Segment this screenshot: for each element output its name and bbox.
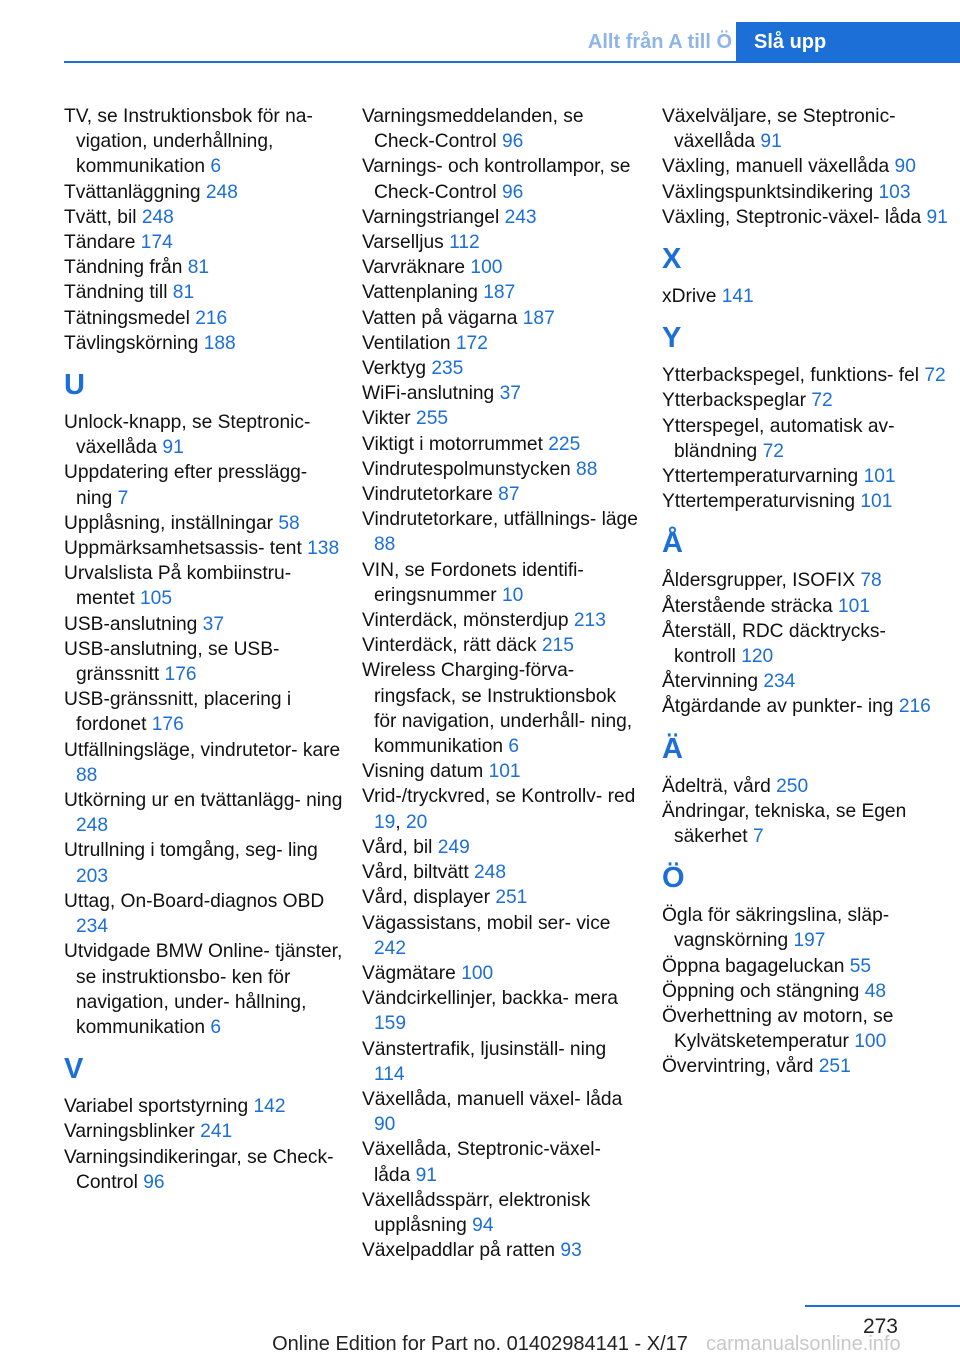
- index-entry: [662, 464, 952, 489]
- index-entry: [662, 954, 952, 979]
- index-term: Vinterdäck, rätt däck: [362, 635, 542, 657]
- index-entry: [64, 104, 344, 180]
- index-term: Vård, displayer: [362, 887, 496, 909]
- page-link[interactable]: 215: [541, 635, 574, 657]
- page-link[interactable]: 19: [374, 811, 396, 833]
- page-link[interactable]: 100: [854, 1031, 887, 1053]
- index-entry: [362, 835, 638, 860]
- index-entry: [662, 180, 952, 205]
- index-term: Växlingspunktsindikering: [662, 181, 879, 203]
- page-link[interactable]: 250: [776, 775, 809, 797]
- index-entry: [362, 381, 638, 406]
- index-term: Utfällningsläge, vindrutetor- kare: [64, 739, 341, 761]
- index-entry: [362, 306, 638, 331]
- index-term: Varvräknare: [362, 257, 471, 279]
- page-link[interactable]: 159: [374, 1013, 407, 1035]
- page-link[interactable]: 88: [374, 534, 396, 556]
- index-term: Vrid-/tryckvred, se Kontrollv- red: [362, 786, 636, 808]
- page-link[interactable]: 142: [253, 1096, 286, 1118]
- page-link[interactable]: 96: [143, 1171, 165, 1193]
- index-term: Viktigt i motorrummet: [362, 433, 549, 455]
- page-link[interactable]: 249: [437, 836, 470, 858]
- page-link[interactable]: 87: [498, 484, 520, 506]
- index-term: Växelväljare, se Steptronic- växellåda: [662, 106, 896, 153]
- page-link[interactable]: 88: [576, 458, 598, 480]
- index-entry: [362, 280, 638, 305]
- page-link[interactable]: 101: [488, 761, 521, 783]
- page-link[interactable]: 81: [172, 282, 195, 304]
- index-entry: [362, 205, 638, 230]
- page-link[interactable]: 176: [164, 664, 197, 686]
- page-link[interactable]: 255: [416, 408, 449, 430]
- index-term: Ytterspegel, automatisk av- bländning: [662, 415, 895, 462]
- index-term: Utrullning i tomgång, seg- ling: [64, 840, 318, 862]
- index-term: Vatten på vägarna: [362, 307, 523, 329]
- page-link[interactable]: 101: [837, 595, 870, 617]
- index-column-2: [362, 104, 638, 1263]
- index-term: Återstående sträcka: [662, 595, 838, 617]
- page-link[interactable]: 197: [793, 930, 826, 952]
- index-entry: [64, 1119, 344, 1144]
- index-entry: [362, 230, 638, 255]
- index-term: Ändringar, tekniska, se Egen säkerhet: [662, 800, 907, 848]
- page-number: 273: [862, 1315, 898, 1338]
- index-entry: [64, 637, 344, 687]
- page-link[interactable]: 96: [501, 181, 524, 203]
- page-link[interactable]: 81: [187, 257, 210, 279]
- index-entry: [362, 507, 638, 557]
- index-term: Växellådsspärr, elektronisk upplåsning: [362, 1189, 591, 1236]
- page-link[interactable]: 213: [573, 610, 606, 632]
- index-entry: [362, 633, 638, 658]
- index-term: Variabel sportstyrning: [64, 1096, 254, 1118]
- page-link[interactable]: 101: [860, 491, 893, 513]
- index-term: Öppning och stängning: [662, 980, 865, 1002]
- page-link[interactable]: 174: [140, 232, 173, 254]
- index-entry: [362, 331, 638, 356]
- index-term: Varningsblinker: [64, 1121, 201, 1143]
- index-term: Ädelträ, vård: [662, 775, 777, 797]
- page-link[interactable]: 248: [76, 815, 109, 837]
- index-term: Ventilation: [362, 332, 456, 354]
- index-entry: [362, 356, 638, 381]
- index-entry: [362, 457, 638, 482]
- index-term: Unlock-knapp, se Steptronic- växellåda: [64, 412, 311, 459]
- index-entry: [64, 788, 344, 838]
- index-entry: [362, 154, 638, 204]
- index-entry: [64, 280, 344, 305]
- index-entry: [662, 154, 952, 179]
- index-entry: [662, 669, 952, 694]
- index-entry: [662, 979, 952, 1004]
- index-term: Varningsmeddelanden, se Check-Control: [362, 106, 584, 153]
- index-entry: [64, 460, 344, 510]
- page-link[interactable]: 37: [499, 383, 521, 405]
- page-link[interactable]: 101: [863, 466, 896, 488]
- index-entry: [662, 594, 952, 619]
- index-term: Tätningsmedel: [64, 307, 196, 329]
- index-term: Övervintring, vård: [662, 1056, 819, 1078]
- index-term: TV, se Instruktionsbok för na- vigation, underhållning, kommunikation: [64, 106, 313, 178]
- page-link[interactable]: 94: [472, 1214, 494, 1236]
- page-link[interactable]: 48: [864, 980, 887, 1002]
- index-entry: [362, 432, 638, 457]
- page-link[interactable]: 91: [760, 131, 782, 153]
- index-term: Växellåda, manuell växel- låda: [362, 1088, 623, 1110]
- index-term: Åtgärdande av punkter- ing: [662, 696, 899, 718]
- index-entry: [362, 608, 638, 633]
- index-entry: [64, 1145, 344, 1195]
- index-entry: [662, 694, 952, 719]
- index-term: Vägmätare: [362, 962, 462, 984]
- index-column-1: [64, 104, 344, 1195]
- index-entry: [362, 1137, 638, 1187]
- page-link[interactable]: 242: [374, 937, 407, 959]
- index-entry: [362, 406, 638, 431]
- page-link[interactable]: 91: [415, 1164, 437, 1186]
- page-link[interactable]: 225: [548, 433, 581, 455]
- index-term: Tvätt, bil: [64, 206, 142, 228]
- index-term: Åldersgrupper, ISOFIX: [662, 570, 861, 592]
- page-link[interactable]: 216: [898, 696, 931, 718]
- page-link[interactable]: 93: [560, 1240, 582, 1262]
- index-entry: [64, 687, 344, 737]
- page-link[interactable]: 241: [200, 1121, 233, 1143]
- index-entry: [64, 738, 344, 788]
- page-link[interactable]: 138: [307, 538, 340, 560]
- index-entry: [662, 799, 952, 849]
- index-column-3: [662, 104, 952, 1080]
- index-term: Ytterbackspegel, funktions- fel: [662, 365, 925, 387]
- index-entry: [662, 1004, 952, 1054]
- index-letter-heading: V: [64, 1053, 84, 1086]
- index-entry: [64, 939, 344, 1040]
- index-letter-heading: Ö: [662, 862, 685, 895]
- page-link[interactable]: 172: [455, 332, 488, 354]
- index-term: Varselljus: [362, 232, 450, 254]
- index-term: Vård, biltvätt: [362, 862, 474, 884]
- index-entry: [362, 1188, 638, 1238]
- index-term: Uppmärksamhetsassis- tent: [64, 538, 308, 560]
- page-link[interactable]: 96: [501, 131, 524, 153]
- page-link[interactable]: 7: [117, 487, 129, 509]
- index-entry: [362, 482, 638, 507]
- page-link[interactable]: 120: [741, 646, 774, 668]
- index-entry: [64, 511, 344, 536]
- index-term: Yttertemperaturvarning: [662, 466, 864, 488]
- index-term: Återställ, RDC däcktrycks- kontroll: [662, 620, 886, 668]
- index-term: Tändning från: [64, 257, 188, 279]
- page-link[interactable]: 251: [818, 1056, 851, 1078]
- index-term: Öppna bagageluckan: [662, 955, 850, 977]
- page-link[interactable]: 100: [461, 962, 494, 984]
- index-entry: [64, 838, 344, 888]
- page-link[interactable]: 243: [504, 206, 537, 228]
- index-entry: [662, 619, 952, 669]
- index-entry: [662, 568, 952, 593]
- index-entry: [362, 986, 638, 1036]
- index-term: Uppdatering efter presslägg- ning: [64, 462, 308, 509]
- index-term: Utvidgade BMW Online- tjänster, se instruktionsbo- ken för navigation, under- hållning, kommunikation: [64, 941, 343, 1038]
- index-entry: [662, 205, 952, 230]
- index-term: Yttertemperaturvisning: [662, 491, 861, 513]
- index-term: Vikter: [362, 408, 417, 430]
- index-term: Tvättanläggning: [64, 181, 206, 203]
- page-link[interactable]: 203: [76, 865, 109, 887]
- page-link[interactable]: 176: [151, 714, 184, 736]
- index-term: Vinterdäck, mönsterdjup: [362, 610, 574, 632]
- page-link[interactable]: 55: [849, 955, 872, 977]
- page-link[interactable]: 90: [894, 156, 916, 178]
- page-link[interactable]: 91: [926, 206, 948, 228]
- index-term: VIN, se Fordonets identifi- eringsnummer: [362, 559, 584, 606]
- page-link[interactable]: 235: [431, 358, 464, 380]
- index-term: Varnings- och kontrollampor, se Check-Control: [362, 156, 631, 203]
- index-term: Växellåda, Steptronic-växel- låda: [362, 1139, 601, 1186]
- index-term: Vattenplaning: [362, 282, 484, 304]
- page-link[interactable]: 187: [522, 307, 555, 329]
- index-entry: [362, 1238, 638, 1263]
- index-letter-heading: Å: [662, 527, 683, 560]
- page-link[interactable]: 72: [924, 365, 946, 387]
- index-entry: [362, 1087, 638, 1137]
- page-link[interactable]: 105: [140, 588, 173, 610]
- page-link[interactable]: 7: [752, 826, 764, 848]
- index-letter-heading: U: [64, 369, 85, 402]
- index-term: Återvinning: [662, 671, 764, 693]
- page-link[interactable]: 37: [202, 613, 224, 635]
- index-term: Vändcirkellinjer, backka- mera: [362, 988, 618, 1010]
- index-term: Ögla för säkringslina, släp- vagnskörning: [662, 905, 890, 952]
- index-term: Utkörning ur en tvättanlägg- ning: [64, 790, 343, 812]
- index-term: Varningsindikeringar, se Check-Control: [64, 1146, 334, 1193]
- index-entry: [662, 284, 952, 309]
- index-entry: [362, 104, 638, 154]
- page-link[interactable]: 234: [76, 916, 109, 938]
- index-entry: [362, 558, 638, 608]
- index-term: Urvalslista På kombiinstru- mentet: [64, 563, 292, 610]
- index-entry: [64, 410, 344, 460]
- index-term: Upplåsning, inställningar: [64, 512, 279, 534]
- page-link[interactable]: 103: [878, 181, 911, 203]
- index-term: xDrive: [662, 286, 722, 308]
- index-term: Vindrutetorkare: [362, 484, 499, 506]
- page-link[interactable]: 91: [162, 437, 184, 459]
- page-link[interactable]: 112: [449, 232, 480, 254]
- index-term: Växelpaddlar på ratten: [362, 1240, 561, 1262]
- index-entry: [64, 612, 344, 637]
- footer-rule: [805, 1305, 960, 1307]
- section-title: Allt från A till Ö: [587, 31, 732, 53]
- index-entry: [64, 331, 344, 356]
- page-link[interactable]: 72: [762, 440, 784, 462]
- index-entry: [64, 536, 344, 561]
- index-entry: [362, 860, 638, 885]
- index-term: Ytterbackspeglar: [662, 390, 812, 412]
- index-term: Vindrutespolmunstycken: [362, 458, 577, 480]
- index-letter-heading: Ä: [662, 732, 683, 765]
- page-link[interactable]: 141: [721, 286, 754, 308]
- index-entry: [64, 255, 344, 280]
- section-tab[interactable]: Slå upp: [736, 22, 960, 63]
- index-entry: [64, 889, 344, 939]
- index-letter-heading: X: [662, 243, 682, 276]
- index-entry: [64, 230, 344, 255]
- page-link[interactable]: 90: [374, 1114, 396, 1136]
- page-link[interactable]: 6: [508, 736, 520, 758]
- page-link[interactable]: 6: [210, 156, 222, 178]
- index-term: Tändare: [64, 232, 141, 254]
- index-entry: [64, 561, 344, 611]
- watermark: carmanualsonline.info: [706, 1333, 901, 1355]
- index-entry: [662, 774, 952, 799]
- index-term: USB-anslutning: [64, 613, 203, 635]
- index-entry: [662, 388, 952, 413]
- page-link[interactable]: 10: [501, 584, 524, 606]
- page-link[interactable]: 216: [195, 307, 228, 329]
- index-term: Uttag, On-Board-diagnos OBD: [64, 890, 325, 912]
- index-entry: [64, 306, 344, 331]
- index-entry: [662, 104, 952, 154]
- index-term: Vägassistans, mobil ser- vice: [362, 912, 611, 934]
- page-link[interactable]: 188: [203, 332, 236, 354]
- index-entry: [662, 1054, 952, 1079]
- page-link[interactable]: 251: [495, 887, 528, 909]
- edition-footer: Online Edition for Part no. 01402984141 - X/17: [272, 1333, 688, 1355]
- index-entry: [662, 414, 952, 464]
- index-term: Tävlingskörning: [64, 332, 204, 354]
- index-term: Överhettning av motorn, se Kylvätsketemperatur: [662, 1006, 894, 1053]
- index-term: Verktyg: [362, 358, 432, 380]
- page-link[interactable]: 248: [473, 862, 506, 884]
- index-entry: [362, 658, 638, 759]
- page-link[interactable]: 6: [210, 1016, 222, 1038]
- index-entry: [64, 205, 344, 230]
- index-entry: [662, 489, 952, 514]
- index-term: Wireless Charging-förva- ringsfack, se Instruktionsbok för navigation, underhåll- ning, kommunikation: [362, 660, 633, 758]
- index-entry: [662, 363, 952, 388]
- index-entry: [64, 1094, 344, 1119]
- page-link[interactable]: 58: [278, 512, 300, 534]
- page-link[interactable]: 248: [205, 181, 238, 203]
- index-term: Tändning till: [64, 282, 173, 304]
- page-link[interactable]: 72: [811, 390, 833, 412]
- index-term: Visning datum: [362, 761, 489, 783]
- index-term: WiFi-anslutning: [362, 383, 500, 405]
- index-term: Växling, manuell växellåda: [662, 156, 895, 178]
- index-entry: [362, 885, 638, 910]
- page-link[interactable]: 100: [470, 257, 503, 279]
- index-term: USB-anslutning, se USB- gränssnitt: [64, 638, 280, 686]
- page-link[interactable]: 248: [141, 206, 174, 228]
- index-letter-heading: Y: [662, 322, 682, 355]
- index-term: Varningstriangel: [362, 206, 505, 228]
- page-link[interactable]: 114: [374, 1063, 405, 1085]
- index-term: USB-gränssnitt, placering i fordonet: [64, 689, 292, 736]
- index-entry: [64, 180, 344, 205]
- page-link[interactable]: 88: [76, 764, 98, 786]
- index-entry: [662, 903, 952, 953]
- index-entry: Vrid-/tryckvred, se Kontrollv- red 19, 20: [362, 786, 636, 833]
- page-link[interactable]: 78: [860, 570, 882, 592]
- page-link[interactable]: 20: [406, 811, 428, 833]
- index-term: Vård, bil: [362, 836, 438, 858]
- index-term: Växling, Steptronic-växel- låda: [662, 206, 927, 228]
- index-term: Vänstertrafik, ljusinställ- ning: [362, 1038, 607, 1060]
- index-entry: [362, 911, 638, 961]
- index-entry: [362, 1037, 638, 1087]
- index-term: Vindrutetorkare, utfällnings- läge: [362, 509, 638, 531]
- index-entry: [362, 961, 638, 986]
- index-entry: [362, 255, 638, 280]
- page-link[interactable]: 187: [483, 282, 516, 304]
- index-entry: [362, 759, 638, 784]
- page-link[interactable]: 234: [763, 671, 796, 693]
